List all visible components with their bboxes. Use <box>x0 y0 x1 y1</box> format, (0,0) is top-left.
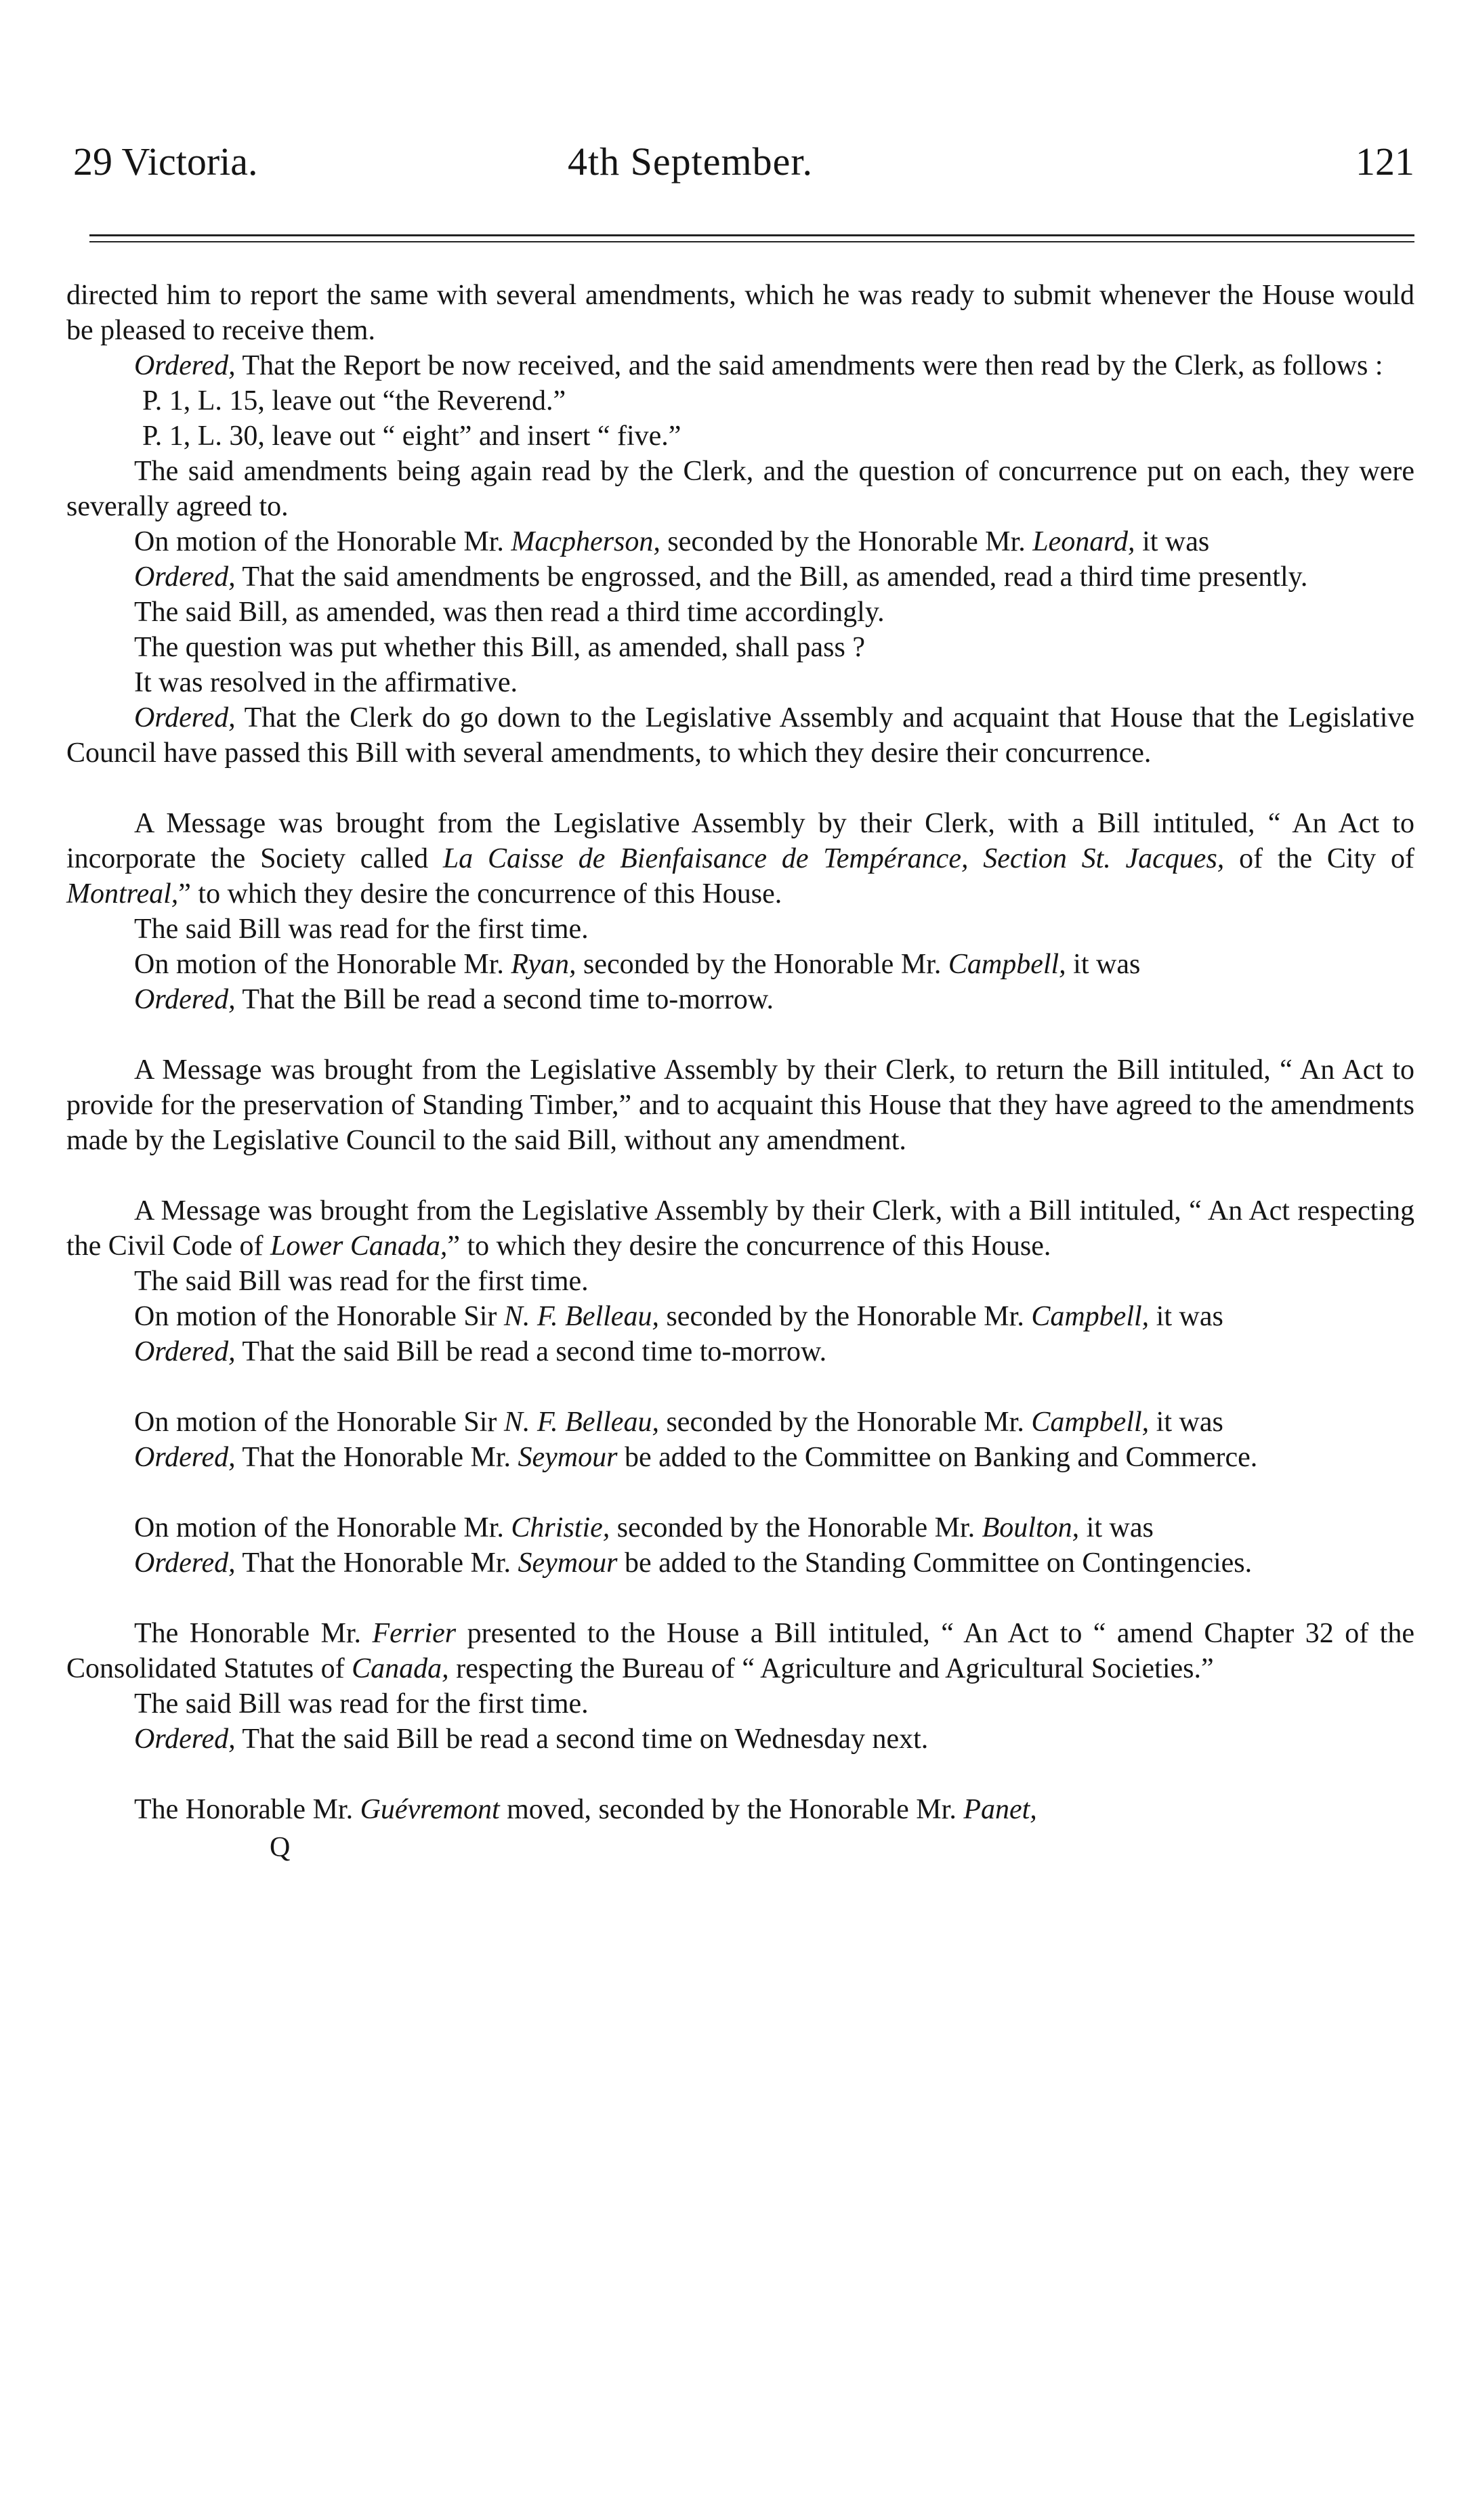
paragraph <box>66 1686 1414 1722</box>
italic-run: Seymour <box>518 1547 618 1579</box>
text-run: P. 1, L. 15, leave out “the Reverend.” <box>142 385 566 417</box>
document-page <box>66 0 1414 2520</box>
text-run: respecting the Bureau of “ Agriculture and Agricultural Societies.” <box>448 1653 1214 1684</box>
paragraph <box>66 1264 1414 1299</box>
paragraph <box>66 1722 1414 1757</box>
text-run: That the said Bill be read a second time on Wednesday next. <box>235 1724 929 1755</box>
italic-run: Campbell, <box>1031 1301 1150 1332</box>
text-run: be added to the Committee on Banking and Commerce. <box>617 1442 1258 1473</box>
italic-run: N. F. Belleau, <box>503 1407 659 1438</box>
italic-run: Macpherson, <box>511 526 660 557</box>
paragraph <box>66 1193 1414 1264</box>
text-run: The said Bill, as amended, was then read a third time accordingly. <box>134 597 885 628</box>
italic-run: Leonard, <box>1032 526 1135 557</box>
text-run: it was <box>1149 1301 1223 1332</box>
amendment-line <box>66 419 1414 454</box>
italic-run: Canada, <box>352 1653 449 1684</box>
text-run: That the said amendments be engrossed, and the Bill, as amended, read a third time presently. <box>235 561 1308 593</box>
italic-run: Ordered, <box>134 984 236 1015</box>
text-run: On motion of the Honorable Mr. <box>134 1512 511 1543</box>
italic-run: Campbell, <box>948 949 1066 980</box>
text-run: On motion of the Honorable Mr. <box>134 949 511 980</box>
paragraph <box>66 524 1414 559</box>
italic-run: Panet, <box>963 1794 1037 1825</box>
paragraph <box>66 1440 1414 1475</box>
text-run: A Message was brought from the Legislative Assembly by their Clerk, with a Bill intituled, “ An Act to incorporate the Society called <box>66 808 1414 874</box>
paragraph <box>66 630 1414 665</box>
paragraph <box>66 348 1414 383</box>
italic-run: Montreal, <box>66 878 179 910</box>
italic-run: Ordered, <box>134 561 236 593</box>
header-rule-thick <box>89 234 1414 236</box>
paragraph <box>66 912 1414 947</box>
italic-run: Boulton, <box>982 1512 1080 1543</box>
paragraph <box>66 1510 1414 1545</box>
italic-run: Ferrier <box>372 1618 457 1649</box>
paragraph <box>66 595 1414 630</box>
journal-body <box>66 278 1414 1865</box>
paragraph <box>66 559 1414 595</box>
amendment-line <box>66 383 1414 419</box>
paragraph <box>66 665 1414 700</box>
text-run: The said Bill was read for the first time. <box>134 1688 589 1720</box>
italic-run: Guévremont <box>360 1794 500 1825</box>
text-run: The Honorable Mr. <box>134 1618 373 1649</box>
text-run: presented to the House a Bill intituled, “ An Act to “ amend Chapter 32 of the Consolidated Statutes of <box>66 1618 1414 1684</box>
text-run: On motion of the Honorable Mr. <box>134 526 511 557</box>
paragraph <box>66 278 1414 348</box>
text-run: P. 1, L. 30, leave out “ eight” and insert “ five.” <box>142 421 681 452</box>
paragraph <box>66 982 1414 1017</box>
text-run: ” to which they desire the concurrence of this House. <box>178 878 782 910</box>
italic-run: Ordered, <box>134 702 236 733</box>
italic-run: Ordered, <box>134 1547 236 1579</box>
text-run: The said amendments being again read by the Clerk, and the question of concurrence put on each, they were severally agreed to. <box>66 456 1414 522</box>
text-run: The Honorable Mr. <box>134 1794 360 1825</box>
paragraph <box>66 1052 1414 1158</box>
session-label: 29 Victoria. <box>73 140 258 184</box>
italic-run: Christie, <box>511 1512 610 1543</box>
text-run: The said Bill was read for the first time. <box>134 1266 589 1297</box>
paragraph <box>66 454 1414 524</box>
italic-run: La Caisse de Bienfaisance de Tempérance, Section St. Jacques, <box>442 843 1225 874</box>
text-run: That the Honorable Mr. <box>235 1547 518 1579</box>
running-head <box>73 139 1414 193</box>
text-run: Q <box>270 1832 291 1863</box>
text-run: seconded by the Honorable Mr. <box>660 526 1033 557</box>
italic-run: Ordered, <box>134 1442 236 1473</box>
text-run: it was <box>1135 526 1210 557</box>
italic-run: Ryan, <box>511 949 576 980</box>
text-run: It was resolved in the affirmative. <box>134 667 518 698</box>
paragraph <box>66 1299 1414 1334</box>
paragraph <box>66 806 1414 912</box>
text-run: directed him to report the same with several amendments, which he was ready to submit whenever the House would be pleased to receive them. <box>66 280 1414 346</box>
text-run: ” to which they desire the concurrence of this House. <box>447 1231 1051 1262</box>
text-run: it was <box>1079 1512 1154 1543</box>
italic-run: N. F. Belleau, <box>503 1301 659 1332</box>
text-run: it was <box>1149 1407 1223 1438</box>
text-run: of the City of <box>1224 843 1414 874</box>
paragraph <box>66 947 1414 982</box>
text-run: A Message was brought from the Legislative Assembly by their Clerk, with a Bill intituled, “ An Act respecting the Civil Code of <box>66 1195 1414 1262</box>
page-number: 121 <box>1356 140 1414 184</box>
paragraph <box>66 1545 1414 1581</box>
italic-run: Lower Canada, <box>270 1231 448 1262</box>
header-rule-thin <box>89 241 1414 242</box>
italic-run: Ordered, <box>134 1336 236 1367</box>
italic-run: Ordered, <box>134 350 236 381</box>
paragraph <box>66 1334 1414 1369</box>
signature-mark <box>66 1830 1414 1865</box>
text-run: That the said Bill be read a second time to-morrow. <box>235 1336 827 1367</box>
text-run: That the Honorable Mr. <box>235 1442 518 1473</box>
paragraph <box>66 1405 1414 1440</box>
text-run: be added to the Standing Committee on Contingencies. <box>617 1547 1253 1579</box>
italic-run: Ordered, <box>134 1724 236 1755</box>
text-run: seconded by the Honorable Mr. <box>658 1301 1032 1332</box>
date-heading: 4th September. <box>568 140 813 184</box>
text-run: The said Bill was read for the first time. <box>134 914 589 945</box>
text-run: seconded by the Honorable Mr. <box>610 1512 982 1543</box>
paragraph <box>66 700 1414 771</box>
text-run: On motion of the Honorable Sir <box>134 1407 504 1438</box>
italic-run: Campbell, <box>1031 1407 1150 1438</box>
text-run: On motion of the Honorable Sir <box>134 1301 504 1332</box>
text-run: seconded by the Honorable Mr. <box>576 949 948 980</box>
italic-run: Seymour <box>518 1442 618 1473</box>
text-run: A Message was brought from the Legislative Assembly by their Clerk, to return the Bill intituled, “ An Act to provide for the preservation of Standing Timber,” and to acquaint this House that they have agreed to the amendments made by the Legislative Council to the said Bill, without any amendment. <box>66 1054 1414 1156</box>
text-run: moved, seconded by the Honorable Mr. <box>499 1794 964 1825</box>
paragraph <box>66 1616 1414 1686</box>
text-run: The question was put whether this Bill, as amended, shall pass ? <box>134 632 865 663</box>
text-run: That the Bill be read a second time to-morrow. <box>235 984 774 1015</box>
text-run: seconded by the Honorable Mr. <box>658 1407 1032 1438</box>
paragraph <box>66 1792 1414 1827</box>
text-run: That the Clerk do go down to the Legislative Assembly and acquaint that House that the Legislative Council have passed this Bill with several amendments, to which they desire their concurrence. <box>66 702 1414 769</box>
text-run: That the Report be now received, and the said amendments were then read by the Clerk, as follows : <box>235 350 1383 381</box>
text-run: it was <box>1066 949 1141 980</box>
